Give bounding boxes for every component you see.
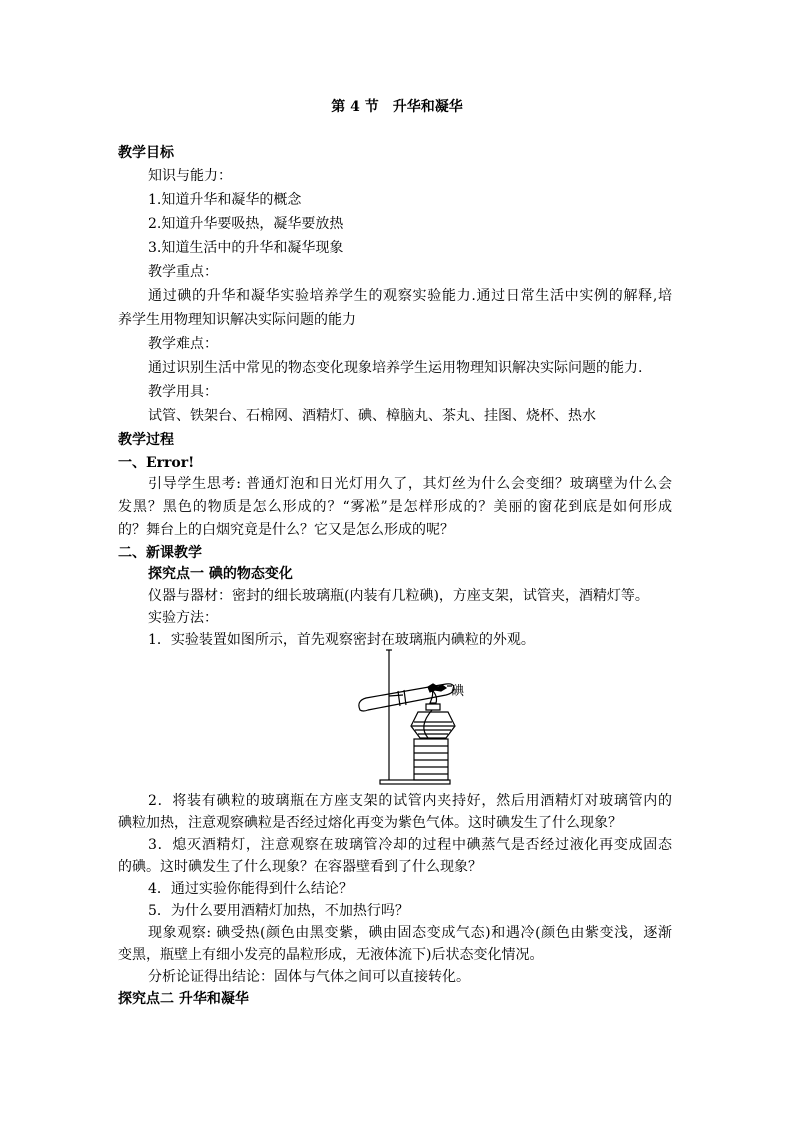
objective-item-2: 2.知道升华要吸热，凝华要放热 bbox=[148, 216, 344, 232]
process-heading: 教学过程 bbox=[118, 432, 174, 448]
observation-line-2: 变黑，瓶壁上有细小发亮的晶粒形成，无液体流下)后状态变化情况。 bbox=[118, 947, 544, 963]
step-1: 1．实验装置如图所示，首先观察密封在玻璃瓶内碘粒的外观。 bbox=[148, 632, 535, 648]
part2-heading: 二、新课教学 bbox=[118, 545, 202, 561]
objective-item-3: 3.知道生活中的升华和凝华现象 bbox=[148, 240, 344, 256]
step-3-line-1: 3．熄灭酒精灯，注意观察在玻璃管冷却的过程中碘蒸气是否经过液化再变成固态 bbox=[148, 837, 672, 853]
tools-text: 试管、铁架台、石棉网、酒精灯、碘、樟脑丸、茶丸、挂图、烧杯、热水 bbox=[148, 408, 596, 424]
part1-line-2: 发黑？黑色的物质是怎么形成的？“雾凇”是怎样形成的？美丽的窗花到底是如何形成 bbox=[118, 499, 672, 515]
part1-line-1: 引导学生思考: 普通灯泡和日光灯用久了，其灯丝为什么会变细？玻璃壁为什么会 bbox=[148, 476, 672, 492]
page-title: 第 4 节 升华和凝华 bbox=[331, 99, 463, 115]
iodine-apparatus-figure bbox=[348, 646, 478, 786]
point1-heading: 探究点一 碘的物态变化 bbox=[148, 566, 293, 582]
part1-heading: 一、Error! bbox=[118, 455, 195, 471]
test-tube-clamp bbox=[389, 695, 403, 696]
tools-label: 教学用具： bbox=[148, 384, 218, 400]
equipment-text: 仪器与器材：密封的细长玻璃瓶(内装有几粒碘)，方座支架，试管夹，酒精灯等。 bbox=[148, 588, 649, 604]
figure-label-iodine: 碘 bbox=[451, 684, 465, 699]
key-text-line-2: 养学生用物理知识解决实际问题的能力 bbox=[118, 312, 356, 328]
observation-line-1: 现象观察: 碘受热(颜色由黑变紫，碘由固态变成气态)和遇冷(颜色由紫变浅，逐渐 bbox=[148, 925, 672, 941]
step-3-line-2: 的碘。这时碘发生了什么现象？在容器壁看到了什么现象？ bbox=[118, 859, 482, 875]
conclusion-text: 分析论证得出结论：固体与气体之间可以直接转化。 bbox=[148, 969, 470, 985]
method-label: 实验方法： bbox=[148, 610, 218, 626]
key-text-line-1: 通过碘的升华和凝华实验培养学生的观察实验能力.通过日常生活中实例的解释,培 bbox=[148, 288, 672, 304]
difficulty-label: 教学难点： bbox=[148, 336, 218, 352]
key-label: 教学重点： bbox=[148, 264, 218, 280]
step-2-line-1: 2．将装有碘粒的玻璃瓶在方座支架的试管内夹持好，然后用酒精灯对玻璃管内的 bbox=[148, 793, 672, 809]
step-2-line-2: 碘粒加热，注意观察碘粒是否经过熔化再变为紫色气体。这时碘发生了什么现象？ bbox=[118, 815, 622, 831]
skills-label: 知识与能力： bbox=[148, 168, 232, 184]
part1-line-3: 的？舞台上的白烟究竟是什么？它又是怎么形成的呢？ bbox=[118, 522, 454, 538]
objectives-heading: 教学目标 bbox=[118, 145, 174, 161]
step-4: 4．通过实验你能得到什么结论？ bbox=[148, 881, 353, 897]
step-5: 5．为什么要用酒精灯加热，不加热行吗？ bbox=[148, 903, 409, 919]
point2-heading: 探究点二 升华和凝华 bbox=[118, 991, 249, 1007]
objective-item-1: 1.知道升华和凝华的概念 bbox=[148, 192, 302, 208]
difficulty-text: 通过识别生活中常见的物态变化现象培养学生运用物理知识解决实际问题的能力. bbox=[148, 360, 643, 376]
